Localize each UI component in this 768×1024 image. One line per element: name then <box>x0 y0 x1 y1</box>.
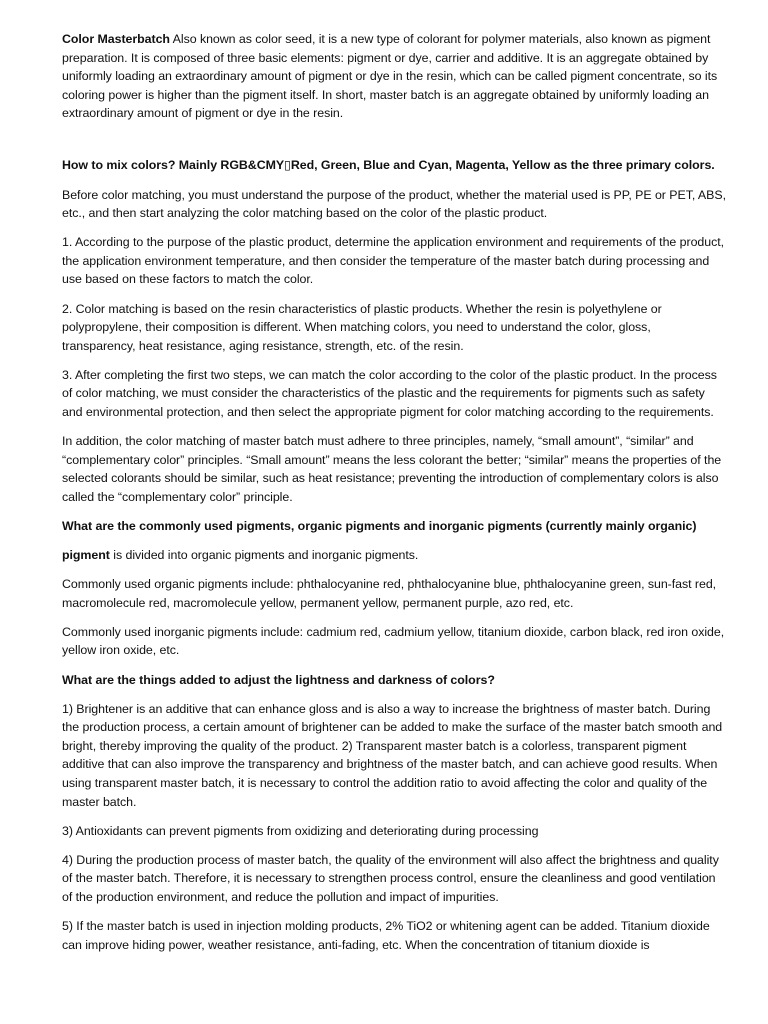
pigment-division-paragraph <box>62 546 726 565</box>
lightness-item-5: 5) If the master batch is used in injection molding products, 2% TiO2 or whitening agent can be added. Titanium dioxide can improve hiding power, weather resistance, anti-fading, etc. When the concentration of titanium dioxide is <box>62 919 710 952</box>
pigment-term: pigment <box>62 548 110 563</box>
lightness-item-3: 3) Antioxidants can prevent pigments from oxidizing and deteriorating during processing <box>62 823 539 838</box>
intro-paragraph <box>62 30 726 123</box>
step-1-paragraph: 1. According to the purpose of the plastic product, determine the application environment and requirements of the product, the application environment temperature, and then consider the temperature of the master batch during processing and use based on these factors to match the color. <box>62 235 725 287</box>
principles-paragraph: In addition, the color matching of master batch must adhere to three principles, namely, “small amount”, “similar” and “complementary color” principles. “Small amount” means the less colorant the better; “similar” means the properties of the selected colorants should be similar, such as heat resistance; preventing the introduction of complementary colors is also called the “complementary color” principle. <box>62 434 722 504</box>
intro-text: Also known as color seed, it is a new type of colorant for polymer materials, also known as pigment preparation. It is composed of three basic elements: pigment or dye, carrier and additive. It is an aggregate obtained by uniformly loading an extraordinary amount of pigment or dye in the resin, which can be called pigment concentrate, so its coloring power is higher than the pigment itself. In short, master batch is an aggregate obtained by uniformly loading an extraordinary amount of pigment or dye in the resin. <box>62 32 718 121</box>
document-page <box>62 30 726 965</box>
pigments-heading: What are the commonly used pigments, organic pigments and inorganic pigments (currently mainly organic) <box>62 518 697 533</box>
lightness-item-4: 4) During the production process of master batch, the quality of the environment will also affect the brightness and quality of the master batch. Therefore, it is necessary to strengthen process control, ensure the cleanliness and good ventilation of the production environment, and reduce the pollution and impact of impurities. <box>62 852 719 904</box>
lightness-item-1-2: 1) Brightener is an additive that can enhance gloss and is also a way to increase the brightness of master batch. During the production process, a certain amount of brightener can be added to make the surface of the master batch smooth and bright, thereby improving the quality of the product. 2) Transparent master batch is a colorless, transparent pigment additive that can also improve the transparency and brightness of the master batch, and can achieve good results. When using transparent master batch, it is necessary to control the addition ratio to avoid affecting the color and quality of the master batch. <box>62 701 723 809</box>
before-matching-paragraph: Before color matching, you must understand the purpose of the product, whether the material used is PP, PE or PET, ABS, etc., and then start analyzing the color matching based on the color of the plastic product. <box>62 187 726 221</box>
lightness-heading: What are the things added to adjust the lightness and darkness of colors? <box>62 672 495 687</box>
inorganic-pigments-paragraph: Commonly used inorganic pigments include: cadmium red, cadmium yellow, titanium dioxide, carbon black, red iron oxide, yellow iron oxide, etc. <box>62 624 725 658</box>
intro-term: Color Masterbatch <box>62 32 170 46</box>
step-3-paragraph: 3. After completing the first two steps, we can match the color according to the color of the plastic product. In the process of color matching, we must consider the characteristics of the plastic and the requirements for pigments such as safety and environmental protection, and then select the appropriate pigment for color matching according to the requirements. <box>62 367 717 419</box>
organic-pigments-paragraph: Commonly used organic pigments include: phthalocyanine red, phthalocyanine blue, phthalocyanine green, sun-fast red, macromolecule red, macromolecule yellow, permanent yellow, permanent purple, azo red, etc. <box>62 577 717 610</box>
section-spacer <box>62 133 726 156</box>
step-2-paragraph: 2. Color matching is based on the resin characteristics of plastic products. Whether the resin is polyethylene or polypropylene, their composition is different. When matching colors, you need to understand the color, gloss, transparency, heat resistance, aging resistance, strength, etc. of the resin. <box>62 301 662 353</box>
mix-colors-heading: How to mix colors? Mainly RGB&CMY▯Red, Green, Blue and Cyan, Magenta, Yellow as the three primary colors. <box>62 158 715 173</box>
pigment-division-text: is divided into organic pigments and inorganic pigments. <box>109 548 419 563</box>
